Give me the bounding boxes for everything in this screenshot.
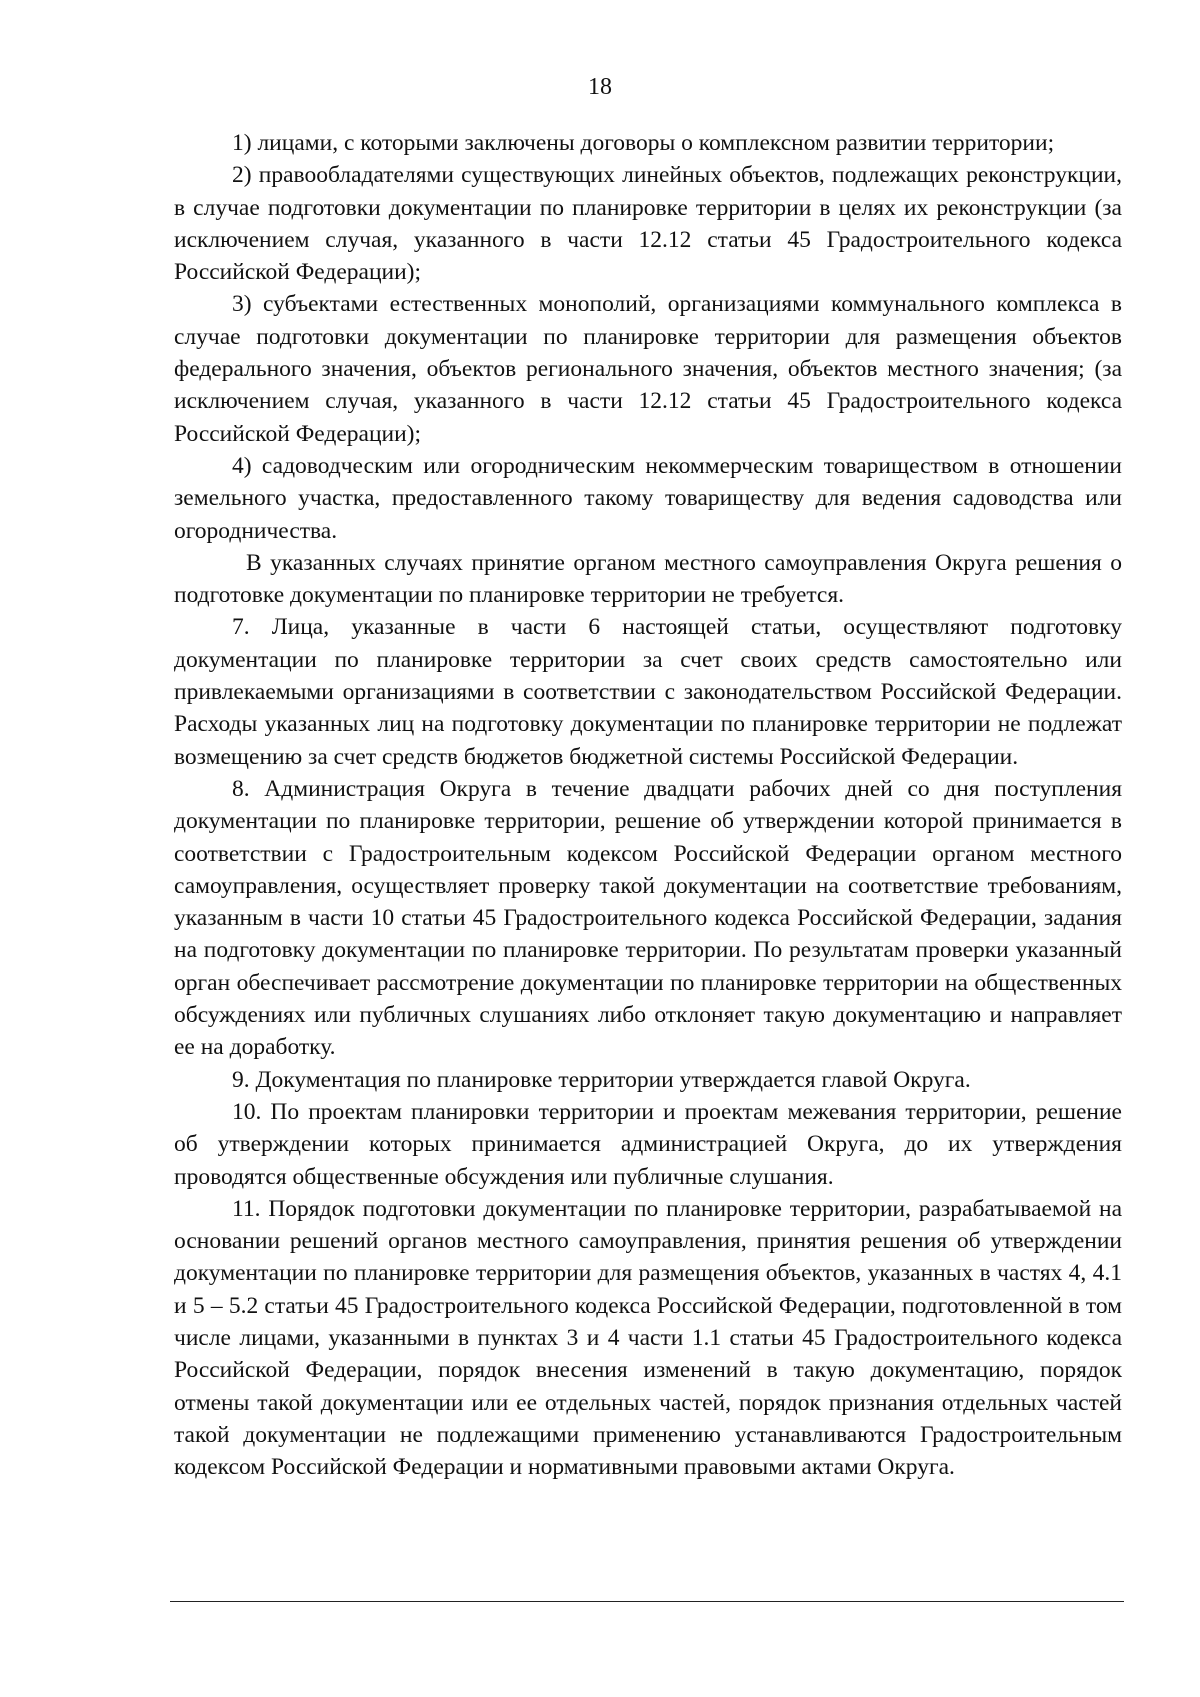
paragraph-part-9: 9. Документация по планировке территории утверждается главой Округа. bbox=[232, 1066, 971, 1093]
document-body bbox=[174, 127, 1122, 1483]
paragraph-item-4: 4) садоводческим или огородническим некоммерческим товариществом в отношении земельного участка, предоставленного такому товариществу для ведения садоводства или огородничества. bbox=[174, 452, 1122, 544]
paragraph-part-8: 8. Администрация Округа в течение двадцати рабочих дней со дня поступления документации по планировке территории, решение об утверждении которой принимается в соответствии с Градостроительным кодексом Российской Федерации органом местного самоуправления, осуществляет проверку такой документации на соответствие требованиям, указанным в части 10 статьи 45 Градостроительного кодекса Российской Федерации, задания на подготовку документации по планировке территории. По результатам проверки указанный орган обеспечивает рассмотрение документации по планировке территории на общественных обсуждениях или публичных слушаниях либо отклоняет такую документацию и направляет ее на доработку. bbox=[174, 775, 1122, 1061]
paragraph-part-10: 10. По проектам планировки территории и проектам межевания территории, решение об утверждении которых принимается администрацией Округа, до их утверждения проводятся общественные обсуждения или публичные слушания. bbox=[174, 1098, 1122, 1190]
page-number: 18 bbox=[588, 74, 612, 100]
paragraph-item-2: 2) правообладателями существующих линейных объектов, подлежащих реконструкции, в случае подготовки документации по планировке территории в целях их реконструкции (за исключением случая, указанного в части 12.12 статьи 45 Градостроительного кодекса Российской Федерации); bbox=[174, 162, 1122, 286]
paragraph-item-3: 3) субъектами естественных монополий, организациями коммунального комплекса в случае подготовки документации по планировке территории для размещения объектов федерального значения, объектов регионального значения, объектов местного значения; (за исключением случая, указанного в части 12.12 статьи 45 Градостроительного кодекса Российской Федерации); bbox=[174, 291, 1122, 447]
paragraph-part-11: 11. Порядок подготовки документации по планировке территории, разрабатываемой на основании решений органов местного самоуправления, принятия решения об утверждении документации по планировке территории для размещения объектов, указанных в частях 4, 4.1 и 5 – 5.2 статьи 45 Градостроительного кодекса Российской Федерации, подготовленной в том числе лицами, указанными в пунктах 3 и 4 части 1.1 статьи 45 Градостроительного кодекса Российской Федерации, порядок внесения изменений в такую документацию, порядок отмены такой документации или ее отдельных частей, порядок признания отдельных частей такой документации не подлежащими применению устанавливаются Градостроительным кодексом Российской Федерации и нормативными правовыми актами Округа. bbox=[174, 1195, 1122, 1481]
footer-divider bbox=[170, 1601, 1124, 1602]
paragraph-item-1: 1) лицами, с которыми заключены договоры о комплексном развитии территории; bbox=[232, 130, 1055, 156]
paragraph-exception-note: В указанных случаях принятие органом местного самоуправления Округа решения о подготовке документации по планировке территории не требуется. bbox=[174, 549, 1122, 609]
paragraph-part-7: 7. Лица, указанные в части 6 настоящей статьи, осуществляют подготовку документации по планировке территории за счет своих средств самостоятельно или привлекаемыми организациями в соответствии с законодательством Российской Федерации. Расходы указанных лиц на подготовку документации по планировке территории не подлежат возмещению за счет средств бюджетов бюджетной системы Российской Федерации. bbox=[174, 614, 1122, 770]
